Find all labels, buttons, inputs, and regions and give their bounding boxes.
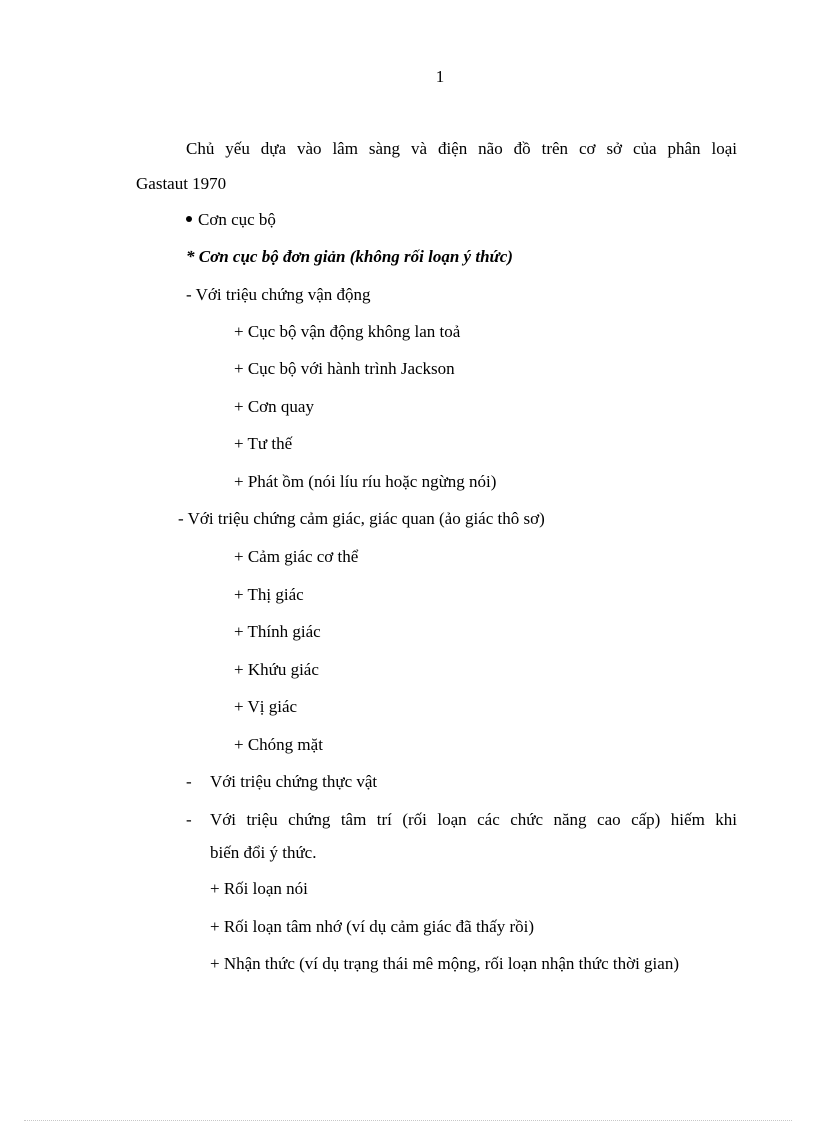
psychic-item: + Rối loạn tâm nhớ (ví dụ cảm giác đã thấy rồi) [210,917,535,936]
section-bullet-label: Cơn cục bộ [198,210,276,229]
sensory-item: + Vị giác [234,697,298,716]
sensory-item: + Thính giác [234,622,321,641]
psychic-dash: - [186,810,192,829]
sensory-heading: - Với triệu chứng cảm giác, giác quan (ảo giác thô sơ) [178,509,545,528]
psychic-line-1: Với triệu chứng tâm trí (rối loạn các chức năng cao cấp) hiếm khi [210,810,737,829]
motor-heading: - Với triệu chứng vận động [186,285,371,304]
psychic-line-2: biến đổi ý thức. [210,843,317,862]
motor-item: + Cục bộ với hành trình Jackson [234,359,455,378]
vegetative-dash: - [186,772,192,791]
motor-item: + Tư thế [234,434,293,453]
page-bottom-border [24,1120,792,1121]
page-number: 1 [435,67,445,86]
intro-line-1: Chủ yếu dựa vào lâm sàng và điện não đồ trên cơ sở của phân loại [186,139,737,158]
section-bullet [186,209,276,231]
sensory-item: + Khứu giác [234,660,319,679]
psychic-item: + Nhận thức (ví dụ trạng thái mê mộng, rối loạn nhận thức thời gian) [210,954,679,973]
sensory-item: + Thị giác [234,585,304,604]
sensory-item: + Chóng mặt [234,735,323,754]
motor-item: + Cơn quay [234,397,314,416]
vegetative-text: Với triệu chứng thực vật [210,772,378,791]
psychic-item: + Rối loạn nói [210,879,308,898]
motor-item: + Phát ồm (nói líu ríu hoặc ngừng nói) [234,472,497,491]
motor-item: + Cục bộ vận động không lan toả [234,322,461,341]
sensory-item: + Cảm giác cơ thể [234,547,359,566]
intro-line-2: Gastaut 1970 [136,174,227,193]
section-subheading: * Cơn cục bộ đơn giản (không rối loạn ý thức) [186,247,513,266]
bullet-dot-icon [186,216,192,222]
